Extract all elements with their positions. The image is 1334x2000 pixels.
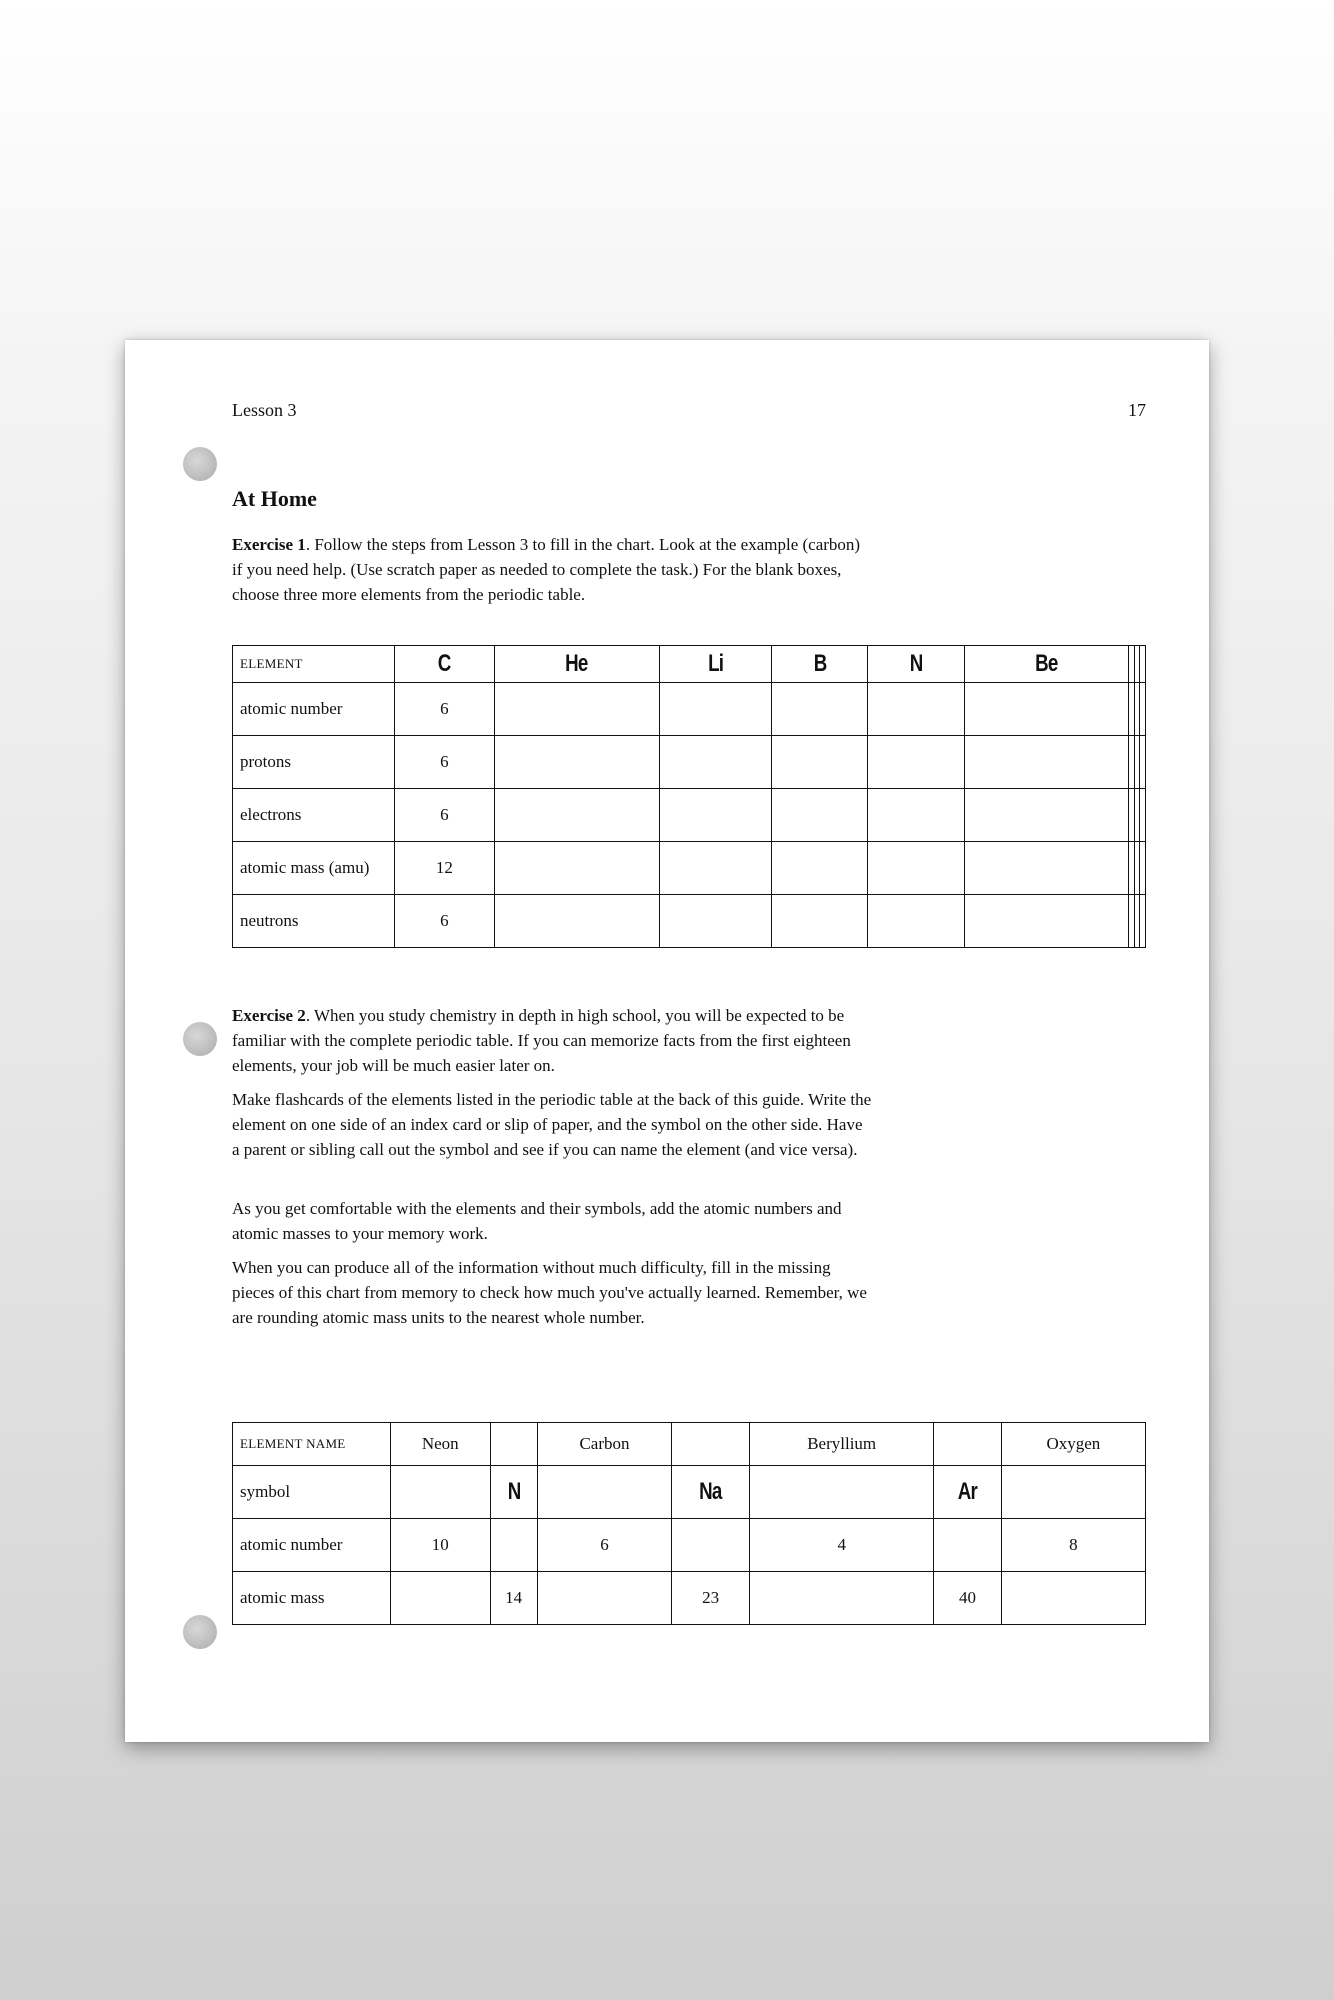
table-cell: 23 <box>672 1572 750 1625</box>
table-cell[interactable] <box>1140 736 1146 789</box>
table-cell[interactable] <box>659 683 772 736</box>
table-cell[interactable] <box>964 683 1129 736</box>
table-cell[interactable] <box>494 683 659 736</box>
table-cell: 6 <box>395 736 495 789</box>
table-cell[interactable] <box>490 1519 537 1572</box>
table-row <box>233 1423 1146 1466</box>
table-cell[interactable] <box>659 842 772 895</box>
table-cell: 14 <box>490 1572 537 1625</box>
table-cell[interactable] <box>1140 789 1146 842</box>
table-cell: 10 <box>391 1519 491 1572</box>
table-row <box>233 1466 1146 1519</box>
table-cell[interactable] <box>1140 842 1146 895</box>
table-cell[interactable] <box>672 1423 750 1466</box>
exercise2-label: Exercise 2 <box>232 1006 306 1025</box>
exercise2-paragraph-3: As you get comfortable with the elements and their symbols, add the atomic numbers and atomic masses to your memory work. <box>232 1199 842 1243</box>
table-cell[interactable] <box>1001 1466 1145 1519</box>
table-cell[interactable] <box>494 842 659 895</box>
table-cell: Ar <box>934 1466 1002 1519</box>
lesson-label: Lesson 3 <box>232 400 297 420</box>
table-row <box>233 736 1146 789</box>
table-cell[interactable] <box>772 895 868 948</box>
row-label: electrons <box>233 789 395 842</box>
worksheet-page <box>125 340 1209 1742</box>
row-label: neutrons <box>233 895 395 948</box>
exercise2-paragraph-2: Make flashcards of the elements listed in the periodic table at the back of this guide. Write the element on one side of an index card or slip of paper, and the symbol on the other side. Have a parent or sibling call out the symbol and see if you can name the element (and vice versa). <box>232 1090 872 1159</box>
row-label: atomic number <box>233 1519 391 1572</box>
row-label: atomic mass (amu) <box>233 842 395 895</box>
element-cell: He <box>494 646 659 683</box>
row-label: protons <box>233 736 395 789</box>
binder-hole-top <box>183 447 217 481</box>
table-cell[interactable] <box>494 736 659 789</box>
table-row <box>233 646 1146 683</box>
table-cell: Oxygen <box>1001 1423 1145 1466</box>
table-cell[interactable] <box>659 789 772 842</box>
table-cell[interactable] <box>750 1466 934 1519</box>
table-cell: 12 <box>395 842 495 895</box>
row-label: symbol <box>233 1466 391 1519</box>
table-cell[interactable] <box>391 1572 491 1625</box>
row-label: atomic number <box>233 683 395 736</box>
table-cell[interactable] <box>537 1572 671 1625</box>
table-cell: Neon <box>391 1423 491 1466</box>
table-cell: 6 <box>395 895 495 948</box>
exercise1-label: Exercise 1 <box>232 535 306 554</box>
section-title: At Home <box>232 486 317 511</box>
element-chart <box>232 645 1146 948</box>
row-label: atomic mass <box>233 1572 391 1625</box>
table-cell: 40 <box>934 1572 1002 1625</box>
table-cell[interactable] <box>537 1466 671 1519</box>
table-cell[interactable] <box>1140 895 1146 948</box>
table-cell[interactable] <box>1001 1572 1145 1625</box>
table-cell[interactable] <box>964 789 1129 842</box>
element-cell: N <box>868 646 964 683</box>
table-cell[interactable] <box>659 895 772 948</box>
table-cell[interactable] <box>490 1423 537 1466</box>
memory-chart <box>232 1422 1146 1625</box>
exercise2-body: . When you study chemistry in depth in high school, you will be expected to be familiar with the complete periodic table. If you can memorize facts from the first eighteen elements, your job will be much easier later on. <box>232 1006 851 1075</box>
table-row <box>233 789 1146 842</box>
table-cell[interactable] <box>772 842 868 895</box>
element-cell: C <box>395 646 495 683</box>
element-cell: B <box>772 646 868 683</box>
table-cell[interactable] <box>868 683 964 736</box>
table-cell[interactable] <box>964 895 1129 948</box>
table-cell[interactable] <box>934 1423 1002 1466</box>
exercise1-text <box>232 532 872 607</box>
table-cell: 6 <box>395 683 495 736</box>
table-cell: 4 <box>750 1519 934 1572</box>
element-cell: Be <box>964 646 1129 683</box>
table-cell[interactable] <box>1140 683 1146 736</box>
binder-hole-bottom <box>183 1615 217 1649</box>
table-cell: 8 <box>1001 1519 1145 1572</box>
element-cell: Li <box>659 646 772 683</box>
table-cell[interactable] <box>391 1466 491 1519</box>
table-row <box>233 895 1146 948</box>
table-row <box>233 683 1146 736</box>
table-cell[interactable] <box>772 789 868 842</box>
page-number: 17 <box>1128 400 1146 420</box>
exercise2-text <box>232 1003 872 1078</box>
table-cell: 6 <box>537 1519 671 1572</box>
table-cell[interactable] <box>964 736 1129 789</box>
table-cell[interactable] <box>772 736 868 789</box>
table-cell: N <box>490 1466 537 1519</box>
table-cell: Na <box>672 1466 750 1519</box>
table-cell[interactable] <box>750 1572 934 1625</box>
table-cell[interactable] <box>964 842 1129 895</box>
table-cell[interactable] <box>659 736 772 789</box>
table-cell[interactable] <box>494 789 659 842</box>
table-cell[interactable] <box>868 789 964 842</box>
binder-hole-middle <box>183 1022 217 1056</box>
exercise2-paragraph-4: When you can produce all of the information without much difficulty, fill in the missing pieces of this chart from memory to check how much you've actually learned. Remember, we are rounding atomic mass units to the nearest whole number. <box>232 1258 867 1327</box>
table-cell: Carbon <box>537 1423 671 1466</box>
exercise1-body: . Follow the steps from Lesson 3 to fill in the chart. Look at the example (carbon) if you need help. (Use scratch paper as needed to complete the task.) For the blank boxes, choose three more elements from the periodic table. <box>232 535 861 604</box>
table-cell: Beryllium <box>750 1423 934 1466</box>
table-cell[interactable] <box>868 736 964 789</box>
table-cell: 6 <box>395 789 495 842</box>
table-cell[interactable] <box>772 683 868 736</box>
table-cell[interactable] <box>672 1519 750 1572</box>
table-cell[interactable] <box>868 842 964 895</box>
table-cell[interactable] <box>934 1519 1002 1572</box>
table-cell[interactable] <box>868 895 964 948</box>
table-row <box>233 1572 1146 1625</box>
table-row <box>233 1519 1146 1572</box>
table-cell[interactable] <box>494 895 659 948</box>
element-cell[interactable] <box>1140 646 1146 683</box>
table-row <box>233 842 1146 895</box>
element-name-header-label: ELEMENT NAME <box>233 1423 391 1466</box>
element-header-label: ELEMENT <box>233 646 395 683</box>
